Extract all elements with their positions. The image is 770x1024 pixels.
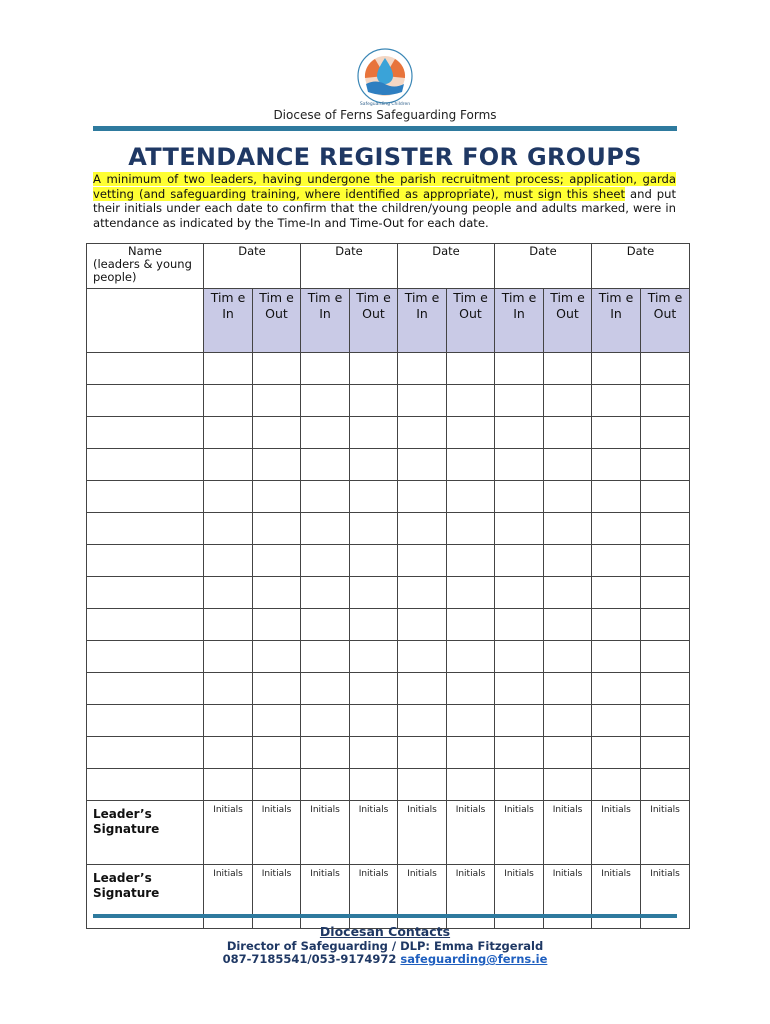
time-out-cell[interactable] (447, 481, 495, 513)
signature-label-line2: Signature (93, 822, 160, 836)
name-cell[interactable] (87, 705, 204, 737)
time-in-cell[interactable] (301, 609, 350, 641)
initials-cell[interactable]: Initials (447, 865, 495, 929)
time-out-cell[interactable] (544, 353, 592, 385)
time-in-cell[interactable] (204, 545, 253, 577)
initials-cell[interactable]: Initials (641, 801, 690, 865)
time-out-cell[interactable] (253, 705, 301, 737)
time-out-cell[interactable] (641, 769, 690, 801)
initials-cell[interactable]: Initials (592, 801, 641, 865)
time-in-cell[interactable] (301, 577, 350, 609)
time-out-cell[interactable] (544, 513, 592, 545)
attendance-row (87, 641, 690, 673)
time-in-cell[interactable] (204, 609, 253, 641)
time-in-cell[interactable] (204, 417, 253, 449)
attendance-row (87, 449, 690, 481)
time-out-cell[interactable] (447, 545, 495, 577)
time-out-cell[interactable] (253, 353, 301, 385)
time-out-cell[interactable] (447, 641, 495, 673)
initials-cell[interactable]: Initials (253, 801, 301, 865)
time-in-cell[interactable] (495, 769, 544, 801)
time-in-cell[interactable] (301, 705, 350, 737)
time-in-cell[interactable] (592, 353, 641, 385)
time-out-cell[interactable] (544, 417, 592, 449)
time-in-cell[interactable] (592, 481, 641, 513)
time-out-cell[interactable] (350, 673, 398, 705)
initials-cell[interactable]: Initials (350, 801, 398, 865)
svg-text:Safeguarding Children: Safeguarding Children (359, 102, 411, 107)
time-out-cell[interactable] (447, 577, 495, 609)
time-out-cell[interactable] (641, 577, 690, 609)
time-out-header: Tim e Out (350, 289, 398, 353)
time-out-cell[interactable] (447, 705, 495, 737)
intro-highlighted: A minimum of two leaders, having undergone the parish recruitment process; application, garda vetting (and safeguarding training, where identified as appropriate), must sign this sheet (93, 172, 676, 201)
name-cell[interactable] (87, 641, 204, 673)
attendance-row (87, 769, 690, 801)
time-in-cell[interactable] (495, 737, 544, 769)
attendance-row (87, 673, 690, 705)
time-out-cell[interactable] (641, 385, 690, 417)
time-out-cell[interactable] (350, 449, 398, 481)
name-cell[interactable] (87, 545, 204, 577)
time-in-cell[interactable] (301, 769, 350, 801)
time-out-cell[interactable] (447, 417, 495, 449)
signature-label-line1: Leader’s (93, 871, 152, 885)
name-cell[interactable] (87, 481, 204, 513)
time-out-cell[interactable] (253, 609, 301, 641)
time-out-cell[interactable] (447, 769, 495, 801)
time-in-cell[interactable] (398, 417, 447, 449)
time-in-cell[interactable] (204, 481, 253, 513)
time-in-cell[interactable] (495, 577, 544, 609)
time-in-cell[interactable] (495, 673, 544, 705)
time-out-header: Tim e Out (641, 289, 690, 353)
initials-cell[interactable]: Initials (301, 865, 350, 929)
footer-contacts (0, 952, 770, 966)
time-out-cell[interactable] (447, 737, 495, 769)
time-out-cell[interactable] (641, 353, 690, 385)
time-out-cell[interactable] (641, 513, 690, 545)
time-in-cell[interactable] (398, 641, 447, 673)
time-out-cell[interactable] (544, 609, 592, 641)
time-out-cell[interactable] (447, 385, 495, 417)
time-in-cell[interactable] (204, 449, 253, 481)
time-in-header: Tim e In (592, 289, 641, 353)
time-out-cell[interactable] (447, 673, 495, 705)
time-out-cell[interactable] (544, 449, 592, 481)
time-out-cell[interactable] (641, 449, 690, 481)
initials-cell[interactable]: Initials (592, 865, 641, 929)
time-out-header: Tim e Out (544, 289, 592, 353)
footer-email-link[interactable]: safeguarding@ferns.ie (400, 952, 548, 966)
time-in-cell[interactable] (398, 353, 447, 385)
time-out-header: Tim e Out (447, 289, 495, 353)
time-in-cell[interactable] (301, 673, 350, 705)
name-cell[interactable] (87, 737, 204, 769)
page-title: ATTENDANCE REGISTER FOR GROUPS (128, 143, 642, 171)
time-in-cell[interactable] (495, 417, 544, 449)
time-in-cell[interactable] (204, 385, 253, 417)
initials-cell[interactable]: Initials (544, 865, 592, 929)
time-in-cell[interactable] (398, 481, 447, 513)
time-out-cell[interactable] (641, 481, 690, 513)
attendance-row (87, 417, 690, 449)
name-cell[interactable] (87, 609, 204, 641)
time-in-cell[interactable] (204, 737, 253, 769)
time-out-cell[interactable] (253, 417, 301, 449)
initials-cell[interactable]: Initials (398, 865, 447, 929)
time-in-cell[interactable] (301, 449, 350, 481)
time-in-cell[interactable] (592, 513, 641, 545)
attendance-row (87, 513, 690, 545)
signature-label-line2: Signature (93, 886, 160, 900)
time-in-cell[interactable] (495, 513, 544, 545)
time-out-cell[interactable] (641, 545, 690, 577)
time-in-cell[interactable] (592, 609, 641, 641)
attendance-row (87, 481, 690, 513)
time-in-cell[interactable] (398, 705, 447, 737)
time-out-cell[interactable] (253, 737, 301, 769)
time-out-cell[interactable] (544, 673, 592, 705)
time-in-cell[interactable] (495, 385, 544, 417)
time-in-cell[interactable] (301, 737, 350, 769)
time-in-cell[interactable] (301, 513, 350, 545)
initials-cell[interactable]: Initials (350, 865, 398, 929)
time-out-cell[interactable] (350, 609, 398, 641)
initials-cell[interactable]: Initials (301, 801, 350, 865)
time-out-cell[interactable] (544, 545, 592, 577)
time-out-cell[interactable] (641, 641, 690, 673)
footer-phones: 087-7185541/053-9174972 (222, 952, 397, 966)
time-out-cell[interactable] (253, 641, 301, 673)
time-in-cell[interactable] (398, 513, 447, 545)
time-out-cell[interactable] (253, 513, 301, 545)
time-out-cell[interactable] (350, 577, 398, 609)
footer-heading: Diocesan Contacts (319, 924, 451, 939)
time-out-cell[interactable] (641, 673, 690, 705)
date-header-4: Date (495, 244, 592, 289)
time-in-cell[interactable] (204, 353, 253, 385)
date-header-5: Date (592, 244, 690, 289)
initials-cell[interactable]: Initials (447, 801, 495, 865)
time-in-cell[interactable] (301, 385, 350, 417)
time-out-cell[interactable] (447, 449, 495, 481)
time-in-cell[interactable] (204, 513, 253, 545)
time-out-cell[interactable] (253, 769, 301, 801)
time-out-cell[interactable] (350, 641, 398, 673)
attendance-row (87, 609, 690, 641)
initials-cell[interactable]: Initials (398, 801, 447, 865)
time-in-cell[interactable] (398, 609, 447, 641)
time-in-cell[interactable] (398, 545, 447, 577)
initials-cell[interactable]: Initials (544, 801, 592, 865)
initials-cell[interactable]: Initials (495, 865, 544, 929)
header-row-times (87, 289, 690, 353)
time-out-cell[interactable] (350, 705, 398, 737)
time-in-cell[interactable] (592, 737, 641, 769)
time-in-header: Tim e In (204, 289, 253, 353)
initials-cell[interactable]: Initials (204, 801, 253, 865)
attendance-row (87, 737, 690, 769)
time-out-cell[interactable] (253, 449, 301, 481)
initials-cell[interactable]: Initials (204, 865, 253, 929)
name-cell[interactable] (87, 577, 204, 609)
time-in-cell[interactable] (495, 481, 544, 513)
time-out-cell[interactable] (544, 705, 592, 737)
time-in-cell[interactable] (398, 769, 447, 801)
name-cell[interactable] (87, 673, 204, 705)
time-out-cell[interactable] (447, 513, 495, 545)
time-out-cell[interactable] (350, 545, 398, 577)
attendance-table (86, 243, 690, 929)
time-out-cell[interactable] (350, 737, 398, 769)
time-in-cell[interactable] (495, 449, 544, 481)
time-in-cell[interactable] (495, 545, 544, 577)
time-in-cell[interactable] (592, 545, 641, 577)
time-in-cell[interactable] (398, 673, 447, 705)
time-in-cell[interactable] (592, 673, 641, 705)
header-rule (93, 126, 677, 131)
intro-paragraph (93, 172, 676, 230)
name-cell[interactable] (87, 417, 204, 449)
time-out-cell[interactable] (350, 385, 398, 417)
footer-director: Director of Safeguarding / DLP: Emma Fitzgerald (226, 939, 544, 953)
time-out-cell[interactable] (544, 385, 592, 417)
name-column-spacer (87, 289, 204, 353)
time-in-cell[interactable] (495, 705, 544, 737)
name-column-header (87, 244, 204, 289)
time-in-cell[interactable] (592, 449, 641, 481)
time-out-cell[interactable] (253, 481, 301, 513)
name-header-sublabel: (leaders & young people) (93, 257, 192, 284)
time-in-header: Tim e In (495, 289, 544, 353)
date-header-2: Date (301, 244, 398, 289)
attendance-row (87, 577, 690, 609)
time-out-cell[interactable] (350, 481, 398, 513)
time-out-cell[interactable] (641, 417, 690, 449)
time-in-cell[interactable] (204, 705, 253, 737)
time-out-cell[interactable] (544, 737, 592, 769)
leader-signature-label (87, 801, 204, 865)
time-in-cell[interactable] (301, 545, 350, 577)
time-out-cell[interactable] (447, 353, 495, 385)
time-in-header: Tim e In (301, 289, 350, 353)
time-in-cell[interactable] (495, 353, 544, 385)
name-cell[interactable] (87, 769, 204, 801)
time-out-cell[interactable] (253, 577, 301, 609)
time-in-cell[interactable] (592, 705, 641, 737)
leader-signature-label (87, 865, 204, 929)
time-out-cell[interactable] (350, 513, 398, 545)
time-in-cell[interactable] (398, 577, 447, 609)
name-cell[interactable] (87, 449, 204, 481)
attendance-row (87, 545, 690, 577)
time-in-header: Tim e In (398, 289, 447, 353)
header-row-dates (87, 244, 690, 289)
time-out-cell[interactable] (544, 481, 592, 513)
time-in-cell[interactable] (301, 481, 350, 513)
time-in-cell[interactable] (398, 737, 447, 769)
time-out-cell[interactable] (641, 705, 690, 737)
time-out-cell[interactable] (350, 769, 398, 801)
initials-cell[interactable]: Initials (495, 801, 544, 865)
attendance-row (87, 705, 690, 737)
time-out-cell[interactable] (350, 417, 398, 449)
time-in-cell[interactable] (398, 385, 447, 417)
date-header-1: Date (204, 244, 301, 289)
time-out-cell[interactable] (253, 673, 301, 705)
date-header-3: Date (398, 244, 495, 289)
time-out-cell[interactable] (544, 641, 592, 673)
time-out-cell[interactable] (641, 737, 690, 769)
diocese-logo (352, 48, 418, 108)
initials-cell[interactable]: Initials (641, 865, 690, 929)
attendance-row (87, 385, 690, 417)
time-in-cell[interactable] (204, 673, 253, 705)
name-cell[interactable] (87, 353, 204, 385)
time-out-cell[interactable] (447, 609, 495, 641)
name-cell[interactable] (87, 385, 204, 417)
time-out-cell[interactable] (253, 385, 301, 417)
time-in-cell[interactable] (592, 641, 641, 673)
time-in-cell[interactable] (204, 641, 253, 673)
signature-label-line1: Leader’s (93, 807, 152, 821)
time-in-cell[interactable] (592, 577, 641, 609)
time-in-cell[interactable] (204, 577, 253, 609)
time-out-cell[interactable] (253, 545, 301, 577)
time-out-header: Tim e Out (253, 289, 301, 353)
time-in-cell[interactable] (495, 641, 544, 673)
time-out-cell[interactable] (544, 577, 592, 609)
name-header-label: Name (128, 244, 162, 258)
intro-rest: and put their initials under each date to confirm that the children/young people and adults marked, were in attendance as indicated by the Time-In and Time-Out for each date. (93, 186, 676, 230)
leader-signature-row (87, 801, 690, 865)
time-in-cell[interactable] (301, 417, 350, 449)
time-out-cell[interactable] (350, 353, 398, 385)
attendance-row (87, 353, 690, 385)
time-out-cell[interactable] (641, 609, 690, 641)
time-in-cell[interactable] (592, 769, 641, 801)
time-in-cell[interactable] (398, 449, 447, 481)
initials-cell[interactable]: Initials (253, 865, 301, 929)
time-in-cell[interactable] (592, 385, 641, 417)
time-in-cell[interactable] (301, 641, 350, 673)
org-header: Diocese of Ferns Safeguarding Forms (273, 108, 497, 122)
time-in-cell[interactable] (301, 353, 350, 385)
leader-signature-row (87, 865, 690, 929)
time-in-cell[interactable] (592, 417, 641, 449)
name-cell[interactable] (87, 513, 204, 545)
time-in-cell[interactable] (495, 609, 544, 641)
footer-rule (93, 914, 677, 918)
time-out-cell[interactable] (544, 769, 592, 801)
time-in-cell[interactable] (204, 769, 253, 801)
